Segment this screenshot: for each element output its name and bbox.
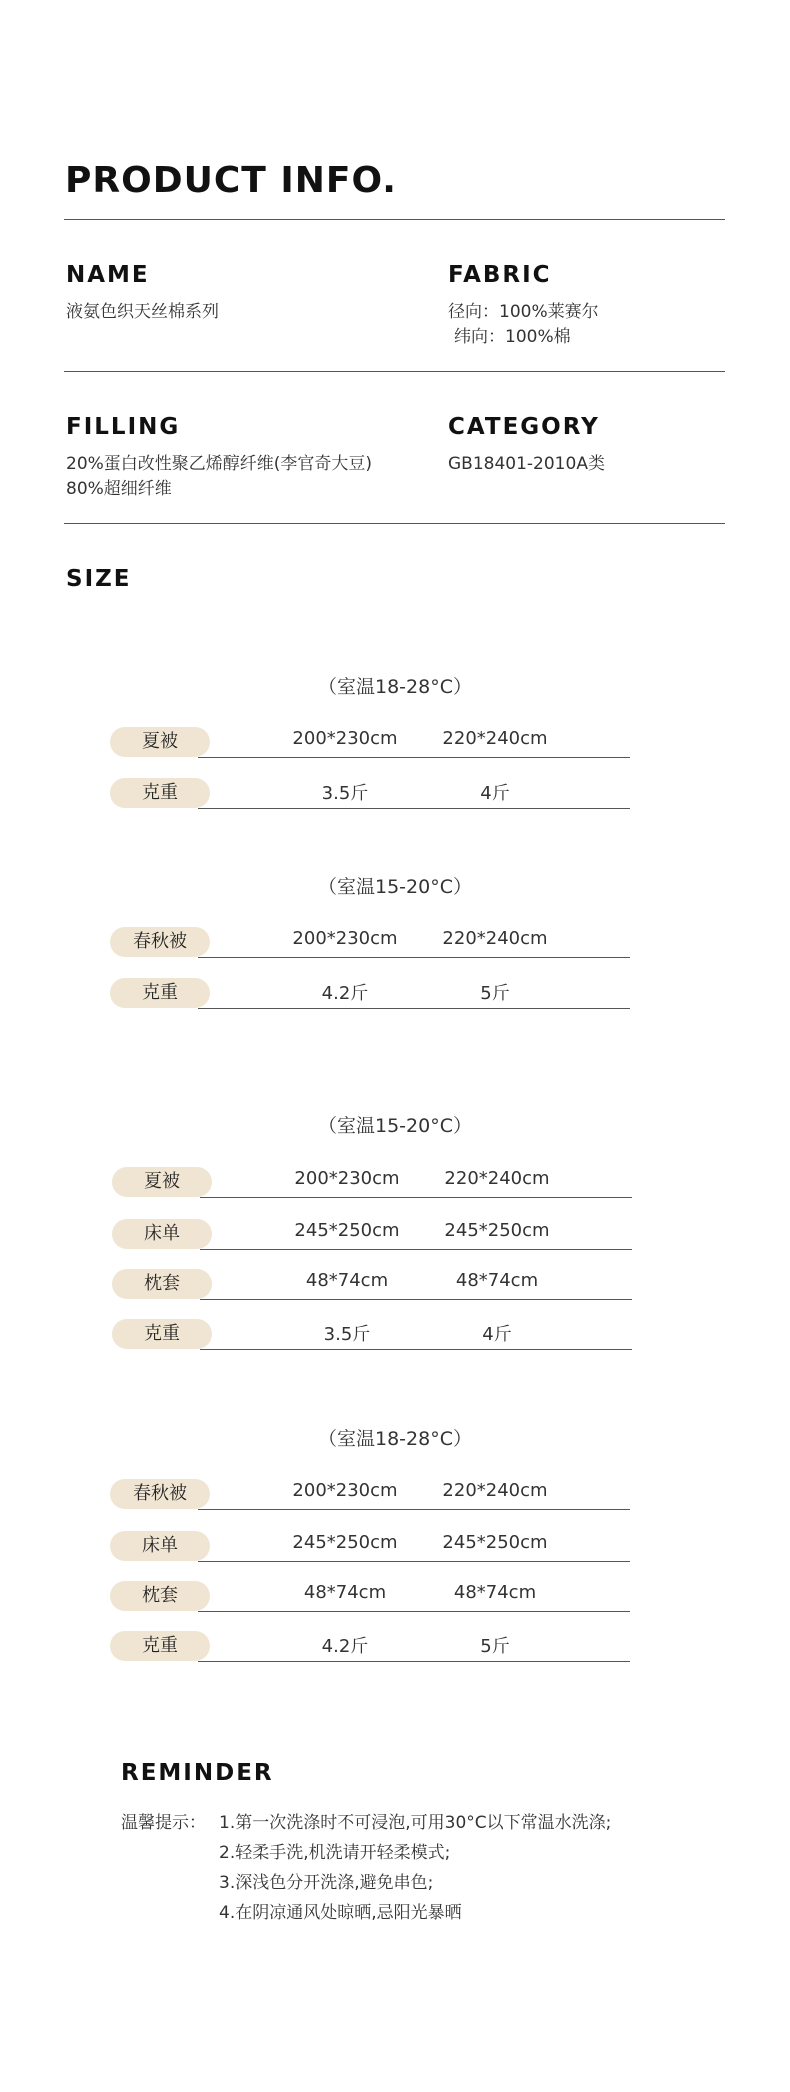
- row-label-pill: 春秋被: [110, 1479, 210, 1509]
- row-rule: [198, 957, 630, 958]
- size-value: 200*230cm: [294, 1168, 400, 1189]
- row-label-pill: 枕套: [110, 1581, 210, 1611]
- size-value: 200*230cm: [292, 928, 398, 949]
- divider: [64, 219, 725, 220]
- row-rule: [200, 1249, 632, 1250]
- row-label-pill: 床单: [112, 1219, 212, 1249]
- row-label-pill: 克重: [112, 1319, 212, 1349]
- size-value: 200*230cm: [292, 728, 398, 749]
- size-row: [112, 1216, 632, 1250]
- group-title: （室温15-20°C）: [318, 876, 472, 898]
- size-value: 4斤: [482, 1324, 512, 1345]
- reminder-item: 3.深浅色分开洗涤,避免串色;: [219, 1873, 434, 1893]
- size-value: 200*230cm: [292, 1480, 398, 1501]
- category-label: CATEGORY: [448, 414, 600, 440]
- row-rule: [198, 1661, 630, 1662]
- row-label-pill: 克重: [110, 778, 210, 808]
- size-row: [110, 1476, 630, 1510]
- row-label-pill: 床单: [110, 1531, 210, 1561]
- size-row: [110, 775, 630, 809]
- row-rule: [198, 1561, 630, 1562]
- filling-line-1: 20%蛋白改性聚乙烯醇纤维(李官奇大豆): [66, 454, 373, 474]
- row-rule: [200, 1197, 632, 1198]
- size-row: [110, 1628, 630, 1662]
- size-value: 245*250cm: [444, 1220, 550, 1241]
- size-row: [112, 1164, 632, 1198]
- size-row: [112, 1266, 632, 1300]
- fabric-weft: 纬向：100%棉: [454, 327, 571, 347]
- size-value: 4.2斤: [321, 1636, 369, 1657]
- size-value: 48*74cm: [453, 1582, 537, 1603]
- row-rule: [200, 1299, 632, 1300]
- reminder-item: 4.在阴凉通风处晾晒,忌阳光暴晒: [219, 1903, 462, 1923]
- size-value: 4.2斤: [321, 983, 369, 1004]
- size-value: 220*240cm: [442, 1480, 548, 1501]
- reminder-prefix: 温馨提示：: [121, 1813, 206, 1833]
- group-title: （室温15-20°C）: [318, 1115, 472, 1137]
- filling-label: FILLING: [66, 414, 181, 440]
- size-value: 245*250cm: [442, 1532, 548, 1553]
- row-rule: [200, 1349, 632, 1350]
- name-label: NAME: [66, 262, 150, 288]
- size-value: 220*240cm: [444, 1168, 550, 1189]
- row-label-pill: 夏被: [110, 727, 210, 757]
- reminder-item: 1.第一次洗涤时不可浸泡,可用30°C以下常温水洗涤;: [219, 1813, 612, 1833]
- size-value: 48*74cm: [455, 1270, 539, 1291]
- size-label: SIZE: [66, 566, 132, 592]
- size-value: 245*250cm: [294, 1220, 400, 1241]
- size-row: [110, 724, 630, 758]
- category-value: GB18401-2010A类: [448, 454, 605, 474]
- row-rule: [198, 1008, 630, 1009]
- row-rule: [198, 757, 630, 758]
- size-value: 220*240cm: [442, 928, 548, 949]
- filling-line-2: 80%超细纤维: [66, 479, 172, 499]
- fabric-warp: 径向：100%莱赛尔: [448, 302, 599, 322]
- row-label-pill: 克重: [110, 1631, 210, 1661]
- size-row: [110, 1578, 630, 1612]
- size-row: [110, 975, 630, 1009]
- size-row: [110, 1528, 630, 1562]
- size-value: 48*74cm: [305, 1270, 389, 1291]
- divider: [64, 371, 725, 372]
- size-value: 245*250cm: [292, 1532, 398, 1553]
- size-value: 4斤: [480, 783, 510, 804]
- size-row: [112, 1316, 632, 1350]
- size-value: 48*74cm: [303, 1582, 387, 1603]
- size-value: 3.5斤: [323, 1324, 371, 1345]
- name-value: 液氨色织天丝棉系列: [66, 302, 219, 322]
- size-value: 220*240cm: [442, 728, 548, 749]
- reminder-item: 2.轻柔手洗,机洗请开轻柔模式;: [219, 1843, 451, 1863]
- page-title: PRODUCT INFO.: [65, 160, 397, 201]
- size-row: [110, 924, 630, 958]
- fabric-label: FABRIC: [448, 262, 552, 288]
- row-label-pill: 夏被: [112, 1167, 212, 1197]
- row-label-pill: 克重: [110, 978, 210, 1008]
- group-title: （室温18-28°C）: [318, 1428, 472, 1450]
- row-rule: [198, 1509, 630, 1510]
- row-label-pill: 春秋被: [110, 927, 210, 957]
- reminder-title: REMINDER: [121, 1760, 274, 1786]
- group-title: （室温18-28°C）: [318, 676, 472, 698]
- row-rule: [198, 1611, 630, 1612]
- size-value: 5斤: [480, 983, 510, 1004]
- divider: [64, 523, 725, 524]
- size-value: 3.5斤: [321, 783, 369, 804]
- row-rule: [198, 808, 630, 809]
- size-value: 5斤: [480, 1636, 510, 1657]
- row-label-pill: 枕套: [112, 1269, 212, 1299]
